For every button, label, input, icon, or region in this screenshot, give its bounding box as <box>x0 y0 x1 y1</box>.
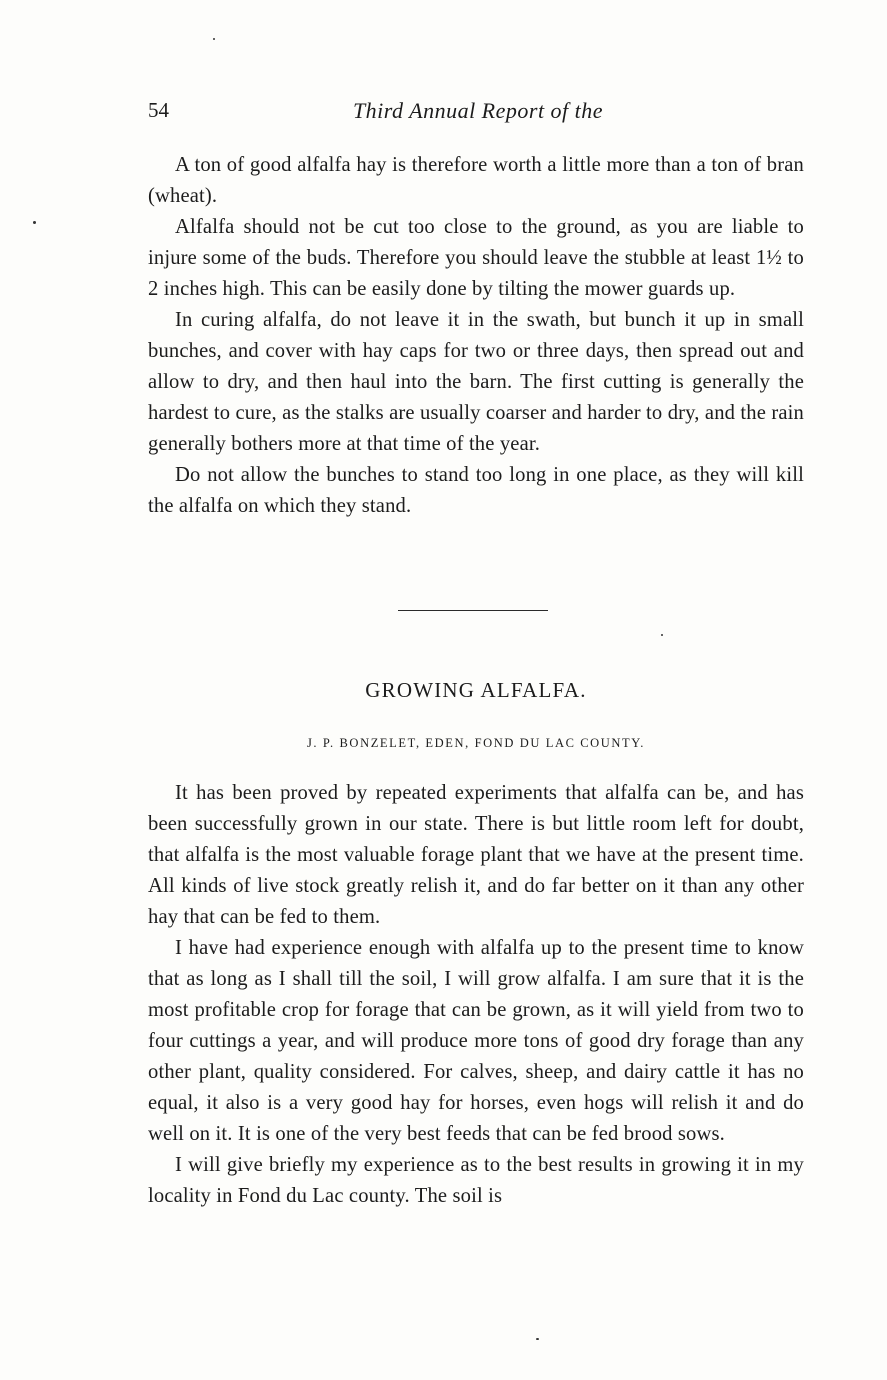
paragraph: It has been proved by repeated experiments that alfalfa can be, and has been successfully grown in our state. There is but little room left for doubt, that alfalfa is the most valuable forage plant that we have at the present time. All kinds of live stock greatly relish it, and do far better on it than any other hay that can be fed to them. <box>148 782 804 928</box>
print-speck <box>213 38 215 40</box>
running-title: Third Annual Report of the <box>352 98 604 123</box>
section-title: GROWING ALFALFA. <box>365 678 587 702</box>
print-speck <box>661 634 663 636</box>
growing-alfalfa-body <box>148 778 804 1212</box>
paragraph: Do not allow the bunches to stand too long in one place, as they will kill the alfalfa on which they stand. <box>148 464 804 517</box>
paragraph: I will give briefly my experience as to the best results in growing it in my locality in Fond du Lac county. The soil is <box>148 1154 804 1207</box>
page-number: 54 <box>148 98 169 122</box>
section-divider <box>398 610 548 611</box>
print-speck <box>33 221 36 224</box>
paragraph: Alfalfa should not be cut too close to the ground, as you are liable to injure some of the buds. Therefore you should leave the stubble at least 1½ to 2 inches high. This can be easily done by tilting the mower guards up. <box>148 216 804 300</box>
page-header <box>148 98 808 130</box>
print-speck <box>536 1338 539 1340</box>
paragraph: A ton of good alfalfa hay is therefore worth a little more than a ton of bran (wheat). <box>148 154 804 207</box>
author-byline: J. P. BONZELET, EDEN, FOND DU LAC COUNTY. <box>306 736 646 750</box>
curing-section <box>148 150 804 522</box>
paragraph: In curing alfalfa, do not leave it in the swath, but bunch it up in small bunches, and cover with hay caps for two or three days, then spread out and allow to dry, and then haul into the barn. The first cutting is generally the hardest to cure, as the stalks are usually coarser and harder to dry, and the rain generally bothers more at that time of the year. <box>148 309 804 455</box>
paragraph: I have had experience enough with alfalfa up to the present time to know that as long as I shall till the soil, I will grow alfalfa. I am sure that it is the most profitable crop for forage that can be grown, as it will yield from two to four cuttings a year, and will produce more tons of good dry forage than any other plant, quality considered. For calves, sheep, and dairy cattle it has no equal, it also is a very good hay for horses, even hogs will relish it and do well on it. It is one of the very best feeds that can be fed brood sows. <box>148 937 804 1145</box>
